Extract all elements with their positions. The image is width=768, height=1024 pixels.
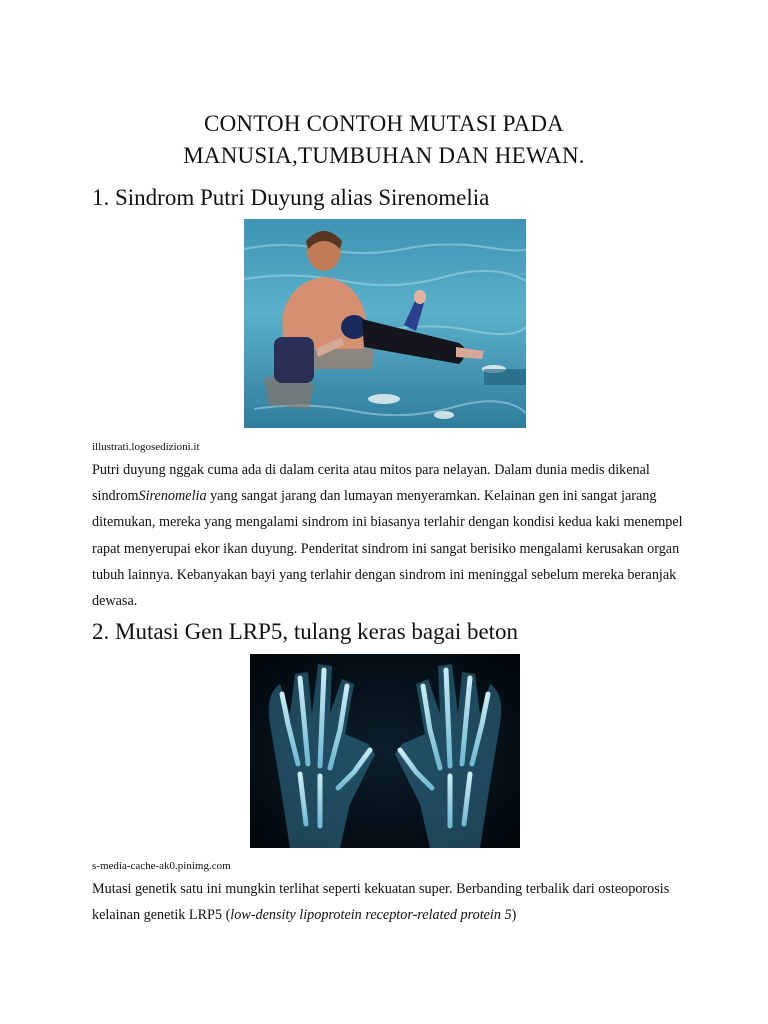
paragraph-text: ) [511,907,517,924]
paragraph-sirenomelia [92,457,692,614]
title-line-2: MANUSIA,TUMBUHAN DAN HEWAN. [183,143,585,168]
paragraph-text: Putri duyung nggak cuma ada di dalam cerita atau mitos para nelayan. Dalam dunia medis dikenal sindrom [92,462,650,505]
paragraph-text: Mutasi genetik satu ini mungkin terlihat seperti kekuatan super. Berbanding terbalik dari osteoporosis kelainan genetik LRP5 ( [92,881,670,924]
section-heading-sirenomelia: 1. Sindrom Putri Duyung alias Sirenomelia [92,185,490,210]
paragraph-text: yang sangat jarang dan lumayan menyeramkan. Kelainan gen ini sangat jarang ditemukan, mereka yang mengalami sindrom ini biasanya terlahir dengan kondisi kedua kaki menempel rapat menyerupai ekor ikan duyung. Penderitat sindrom ini sangat berisiko mengalami kerusakan organ tubuh lainnya. Kebanyakan bayi yang terlahir dengan sindrom ini meninggal sebelum mereka beranjak dewasa. [92,488,683,610]
paragraph-italic-term: low-density lipoprotein receptor-related protein 5 [230,907,512,924]
section-heading-lrp5: 2. Mutasi Gen LRP5, tulang keras bagai beton [92,619,519,644]
photo-swimming-pool [244,219,526,428]
paragraph-italic-term: Sirenomelia [138,488,207,505]
image-caption: s-media-cache-ak0.pinimg.com [92,860,231,872]
paragraph-lrp5 [92,876,692,928]
document-title [0,108,768,172]
image-caption: illustrati.logosedizioni.it [92,441,200,453]
title-line-1: CONTOH CONTOH MUTASI PADA [204,111,564,136]
photo-hand-xray [250,654,520,848]
